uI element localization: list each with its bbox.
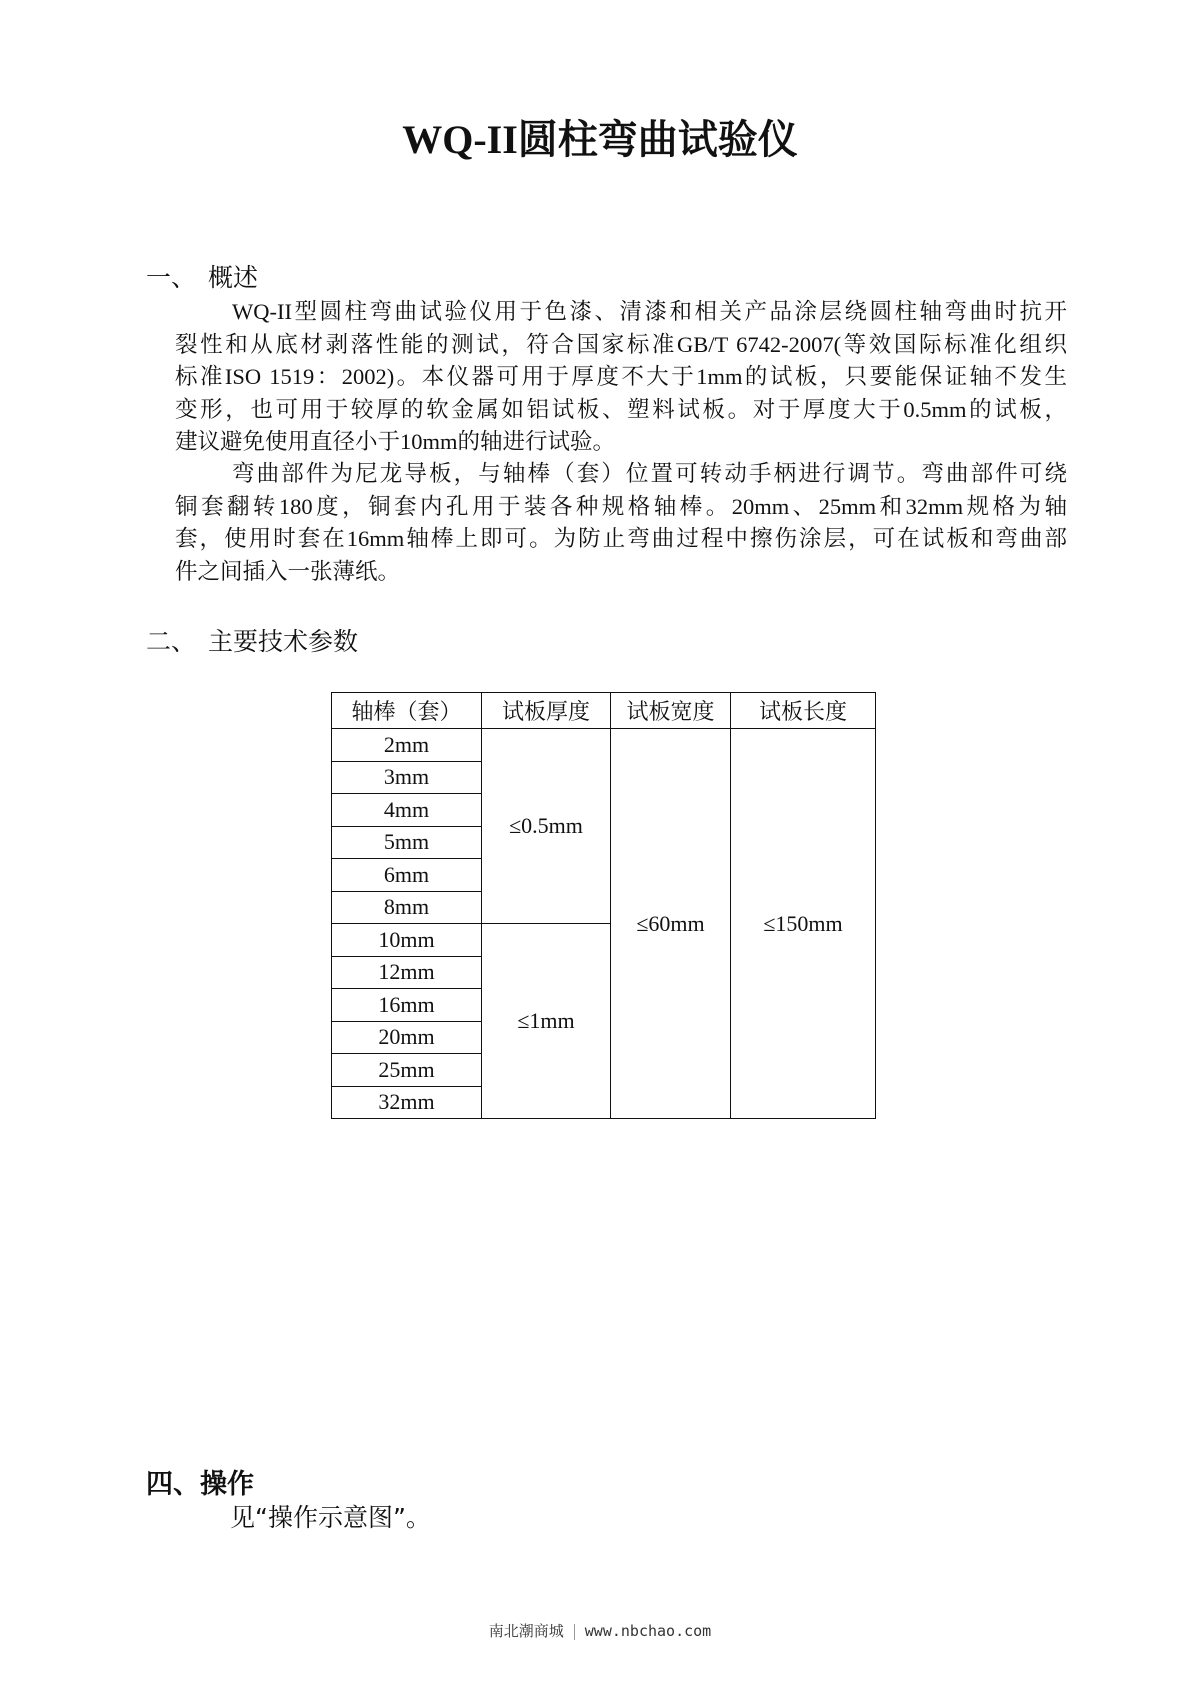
section-title: 主要技术参数 (208, 627, 359, 656)
column-header: 试板宽度 (611, 693, 731, 729)
section-number: 一、 (146, 263, 197, 292)
column-header: 试板厚度 (482, 693, 611, 729)
overview-paragraph-2 (175, 458, 1067, 588)
text-line: 标准ISO 1519：2002)。本仪器可用于厚度不大于1mm的试板，只要能保证轴不发生 (175, 364, 1067, 389)
rod-size-cell: 2mm (332, 729, 482, 762)
table-header-row (332, 693, 876, 729)
section-heading-overview (146, 258, 258, 294)
footer-divider (574, 1624, 575, 1640)
section-heading-operation (146, 1462, 254, 1501)
text-line: WQ-II型圆柱弯曲试验仪用于色漆、清漆和相关产品涂层绕圆柱轴弯曲时抗开 (232, 299, 1067, 324)
thickness-cell: ≤0.5mm (482, 729, 611, 924)
column-header: 试板长度 (731, 693, 876, 729)
section-heading-specs (146, 622, 358, 658)
rod-size-cell: 10mm (332, 924, 482, 957)
rod-size-cell: 3mm (332, 761, 482, 794)
overview-paragraph-1 (175, 296, 1067, 459)
table-row (332, 729, 876, 762)
document-title: WQ-II圆柱弯曲试验仪 (402, 117, 798, 162)
text-line: 铜套翻转180度，铜套内孔用于装各种规格轴棒。20mm、25mm和32mm规格为轴 (175, 493, 1067, 519)
rod-size-cell: 25mm (332, 1054, 482, 1087)
rod-size-cell: 16mm (332, 989, 482, 1022)
length-cell: ≤150mm (731, 729, 876, 1119)
section-title: 操作 (200, 1469, 254, 1500)
text-line: 套，使用时套在16mm轴棒上即可。为防止弯曲过程中擦伤涂层，可在试板和弯曲部 (175, 526, 1067, 551)
thickness-cell: ≤1mm (482, 924, 611, 1119)
width-cell: ≤60mm (611, 729, 731, 1119)
rod-size-cell: 4mm (332, 794, 482, 827)
operation-text: 见“操作示意图”。 (230, 1503, 431, 1532)
text-line: 建议避免使用直径小于10mm的轴进行试验。 (175, 429, 616, 454)
page-footer (0, 1620, 1200, 1641)
text-line: 件之间插入一张薄纸。 (175, 558, 401, 584)
rod-size-cell: 6mm (332, 859, 482, 892)
rod-size-cell: 12mm (332, 956, 482, 989)
footer-url[interactable]: www.nbchao.com (584, 1622, 712, 1640)
section-title: 概述 (208, 263, 259, 292)
rod-size-cell: 5mm (332, 826, 482, 859)
spec-table (331, 692, 876, 1119)
rod-size-cell: 20mm (332, 1021, 482, 1054)
rod-size-cell: 8mm (332, 891, 482, 924)
text-line: 裂性和从底材剥落性能的测试，符合国家标准GB/T 6742-2007(等效国际标准化组织 (175, 331, 1067, 357)
section-number: 二、 (146, 627, 197, 656)
footer-site-name: 南北潮商城 (488, 1622, 564, 1640)
rod-size-cell: 32mm (332, 1086, 482, 1119)
text-line: 变形，也可用于较厚的软金属如铝试板、塑料试板。对于厚度大于0.5mm的试板， (175, 396, 1067, 422)
text-line: 弯曲部件为尼龙导板，与轴棒（套）位置可转动手柄进行调节。弯曲部件可绕 (232, 461, 1067, 486)
column-header: 轴棒（套） (332, 693, 482, 729)
section-number: 四、 (146, 1469, 200, 1500)
